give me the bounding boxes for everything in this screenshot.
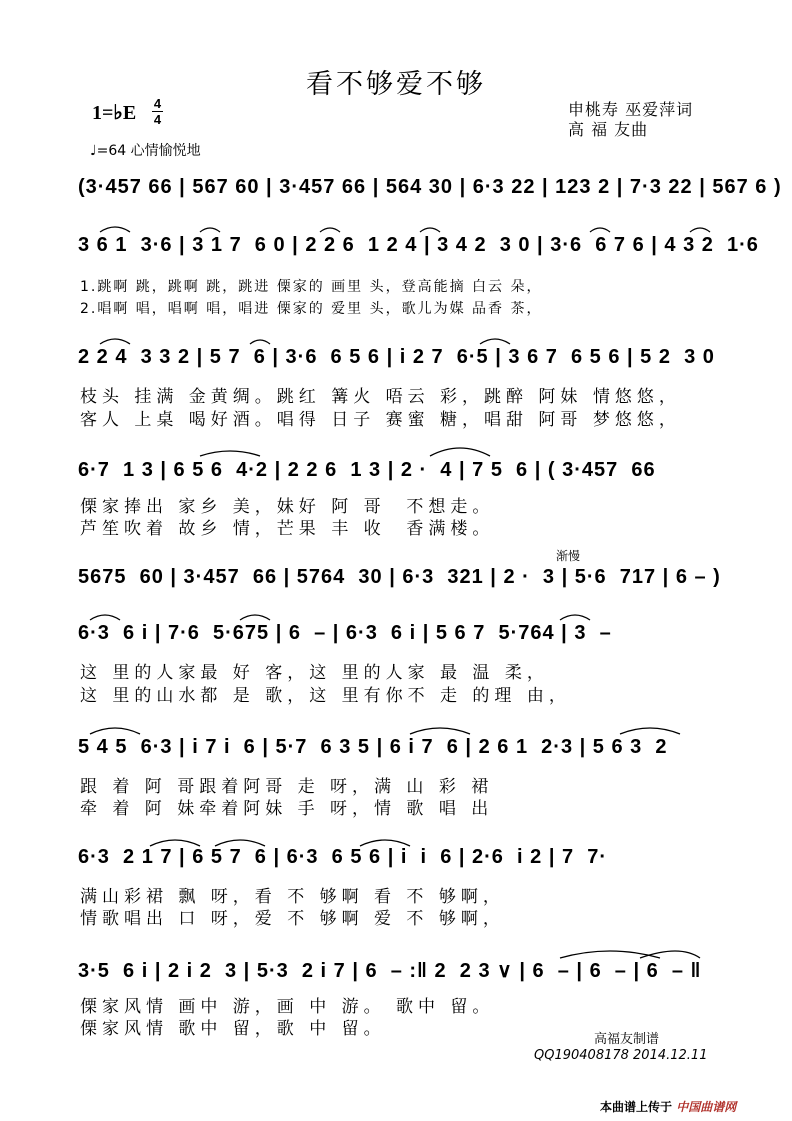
key-signature: 1=♭E (92, 102, 137, 124)
footer-text: 本曲谱上传于 (600, 1100, 673, 1114)
composer: 高 福 友曲 (568, 120, 649, 139)
staff-line-2: 2 2 4 3 3 2 | 5 7 6 | 3·6 6 5 6 | i 2 7 6·5 | 3 6 7 6 5 6 | 5 2 3 0 (78, 346, 715, 368)
lyric-v2-line6: 情歌唱出 口 呀，爱 不 够啊 爱 不 够啊， (80, 909, 505, 929)
lyric-v1-line1: 1.跳啊 跳，跳啊 跳，跳进 傈家的 画里 头，登高能摘 白云 朵， (80, 279, 543, 295)
lyric-v2-line2: 客人 上桌 喝好酒。唱得 日子 赛蜜 糖，唱甜 阿哥 梦悠悠， (80, 410, 681, 430)
staff-line-6: 5 4 5 6·3 | i 7 i 6 | 5·7 6 3 5 | 6 i 7 6 | 2 6 1 2·3 | 5 6 3 2 (78, 736, 668, 758)
ritardando-mark: 渐慢 (556, 549, 581, 563)
tempo-marking: ♩=64 心情愉悦地 (90, 143, 201, 159)
lyricists: 申桃寿 巫爱萍词 (568, 100, 694, 119)
contact-date: QQ190408178 2014.12.11 (534, 1048, 708, 1063)
lyric-v1-line2: 枝头 挂满 金黄绸。跳红 篝火 唔云 彩，跳醉 阿妹 情悠悠， (80, 387, 681, 407)
lyric-v2-line7: 傈家风情 歌中 留，歌 中 留。 (80, 1019, 386, 1039)
staff-line-7: 6·3 2 1 7 | 6 5 7 6 | 6·3 6 5 6 | i i 6 | 2·6 i 2 | 7 7· (78, 846, 608, 868)
staff-line-3: 6·7 1 3 | 6 5 6 4·2 | 2 2 6 1 3 | 2 · 4 | 7 5 6 | ( 3·457 66 (78, 459, 656, 481)
staff-line-5: 6·3 6 i | 7·6 5·675 | 6 – | 6·3 6 i | 5 6 7 5·764 | 3 – (78, 622, 612, 644)
lyric-v2-line3: 芦笙吹着 故乡 情，芒果 丰 收 香满楼。 (80, 519, 495, 539)
transcriber: 高福友制谱 (594, 1032, 660, 1047)
staff-line-intro: (3·457 66 | 567 60 | 3·457 66 | 564 30 | 6·3 22 | 123 2 | 7·3 22 | 567 6 ) (78, 176, 782, 198)
staff-line-8: 3·5 6 i | 2 i 2 3 | 5·3 2 i 7 | 6 – :‖ 2 2 3 ∨ | 6 – | 6 – | 6 – ‖ (78, 960, 702, 982)
lyric-v2-line1: 2.唱啊 唱，唱啊 唱，唱进 傈家的 爱里 头，歌儿为媒 品香 茶， (80, 301, 543, 317)
staff-line-4: 5675 60 | 3·457 66 | 5764 30 | 6·3 321 | 2 · 3 | 5·6 717 | 6 – ) (78, 566, 721, 588)
lyric-v1-line6: 满山彩裙 飘 呀，看 不 够啊 看 不 够啊， (80, 887, 505, 907)
lyric-v1-line4: 这 里的人家最 好 客，这 里的人家 最 温 柔， (80, 663, 549, 683)
lyric-v1-line5: 跟 着 阿 哥跟着阿哥 走 呀，满 山 彩 裙 (80, 777, 494, 797)
meter-top: 4 (153, 96, 162, 111)
page-title: 看不够爱不够 (306, 69, 486, 100)
lyric-v2-line5: 牵 着 阿 妹牵着阿妹 手 呀，情 歌 唱 出 (80, 799, 494, 819)
lyric-v2-line4: 这 里的山水都 是 歌，这 里有你不 走 的理 由， (80, 686, 571, 706)
site-logo: 中国曲谱网 (676, 1100, 737, 1114)
lyric-v1-line7: 傈家风情 画中 游，画 中 游。 歌中 留。 (80, 997, 495, 1017)
staff-line-1: 3 6 1 3·6 | 3 1 7 6 0 | 2 2 6 1 2 4 | 3 4 2 3 0 | 3·6 6 7 6 | 4 3 2 1·6 (78, 234, 759, 256)
lyric-v1-line3: 傈家捧出 家乡 美，妹好 阿 哥 不想走。 (80, 497, 495, 517)
meter-bottom: 4 (153, 112, 162, 127)
